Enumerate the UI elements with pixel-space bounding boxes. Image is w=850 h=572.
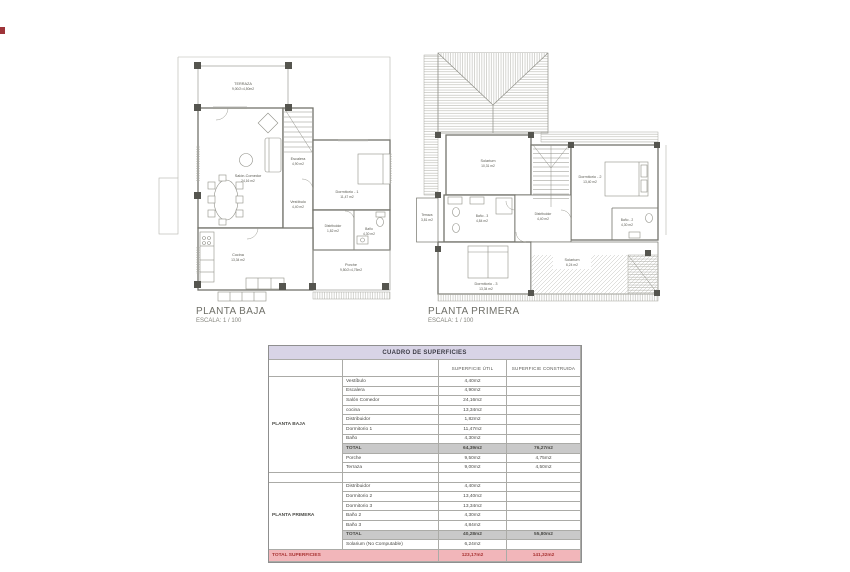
table-header-util: SUPERFICIE ÚTIL — [439, 360, 507, 377]
table-cell: 24,16m2 — [439, 396, 507, 406]
table-cell: 4,50m2 — [507, 463, 581, 473]
table-cell — [507, 435, 581, 445]
planta-baja-title-block — [196, 306, 266, 324]
solarium-label: Solarium — [564, 258, 580, 262]
table-header-construida: SUPERFICIE CONSTRUIDA — [507, 360, 581, 377]
dormitorio3-label: Dormitorio - 3 — [474, 282, 498, 286]
table-cell: Baño 2 — [343, 511, 439, 521]
table-cell — [507, 387, 581, 397]
table-cell: Terraza — [343, 463, 439, 473]
bano3-label: Baño - 3 — [475, 214, 489, 218]
table-cell — [507, 425, 581, 435]
table-cell-total: TOTAL — [343, 531, 439, 541]
dormitorio2-label: Dormitorio - 2 — [578, 175, 602, 179]
table-cell: Distribuidor — [343, 415, 439, 425]
surfaces-table — [268, 345, 582, 563]
distribuidor-area: 1,82 m2 — [327, 229, 339, 233]
table-cell — [507, 377, 581, 387]
table-cell: 13,34m2 — [439, 406, 507, 416]
solarium-area: 6,24 m2 — [566, 263, 578, 267]
red-edge-mark — [0, 27, 5, 34]
table-cell: Vestíbulo — [343, 377, 439, 387]
planta-primera-title: PLANTA PRIMERA — [428, 306, 520, 317]
table-cell: 1,82m2 — [439, 415, 507, 425]
table-cell — [507, 415, 581, 425]
terraza-label: TERRAZA — [234, 82, 252, 86]
distribuidor-label: Distribuidor — [324, 224, 342, 228]
table-cell: 13,34m2 — [439, 502, 507, 512]
table-cell-total: TOTAL — [343, 444, 439, 454]
table-cell: Salón Comedor — [343, 396, 439, 406]
cocina-area: 13,34 m2 — [231, 258, 245, 262]
table-cell — [507, 511, 581, 521]
table-spacer-cell — [343, 473, 439, 483]
grand-total-built: 141,32m2 — [507, 550, 581, 562]
terraza-label: Terraza — [421, 213, 433, 217]
table-spacer-cell — [507, 473, 581, 483]
porche-label: Porche — [344, 263, 358, 267]
cocina-label: Cocina — [232, 253, 244, 257]
distribuidor-label: Distribuidor — [534, 212, 552, 216]
planta-baja-scale: ESCALA: 1 / 100 — [196, 318, 242, 324]
terraza-area: 9,00/2=4,50m2 — [231, 87, 255, 91]
table-cell: 4,30m2 — [439, 435, 507, 445]
dormitorio1-label: Dormitorio - 1 — [335, 190, 359, 194]
table-cell-total: 40,28m2 — [439, 531, 507, 541]
planta-primera-scale: ESCALA: 1 / 100 — [428, 318, 474, 324]
bano2-label: Baño - 2 — [620, 218, 634, 222]
table-cell-total: 76,27m2 — [507, 444, 581, 454]
table-cell — [507, 396, 581, 406]
planta-baja-title: PLANTA BAJA — [196, 306, 266, 317]
table-cell: Escalera — [343, 387, 439, 397]
table-cell — [507, 540, 581, 550]
table-cell — [507, 521, 581, 531]
dormitorio3-area: 13,34 m2 — [479, 287, 493, 291]
solarium-alto-label: Solarium — [480, 159, 496, 163]
table-cell: Solarium (No Computable) — [343, 540, 439, 550]
table-cell: 13,40m2 — [439, 492, 507, 502]
salon-label: Salón-Comedor — [234, 174, 262, 178]
table-cell: cocina — [343, 406, 439, 416]
table-cell — [507, 492, 581, 502]
table-cell: Dormitorio 1 — [343, 425, 439, 435]
bano-area: 4,30 m2 — [363, 232, 375, 236]
table-header-empty — [343, 360, 439, 377]
bano-label: Baño — [365, 227, 373, 231]
escalera-label: Escalera — [290, 157, 306, 161]
table-cell: 9,50m2 — [439, 454, 507, 464]
table-cell: 4,90m2 — [439, 387, 507, 397]
dormitorio2-area: 13,40 m2 — [583, 180, 597, 184]
porche-step-hatch — [313, 292, 390, 299]
planta-baja-drawing — [158, 50, 400, 302]
distribuidor-area: 4,40 m2 — [537, 217, 549, 221]
solarium-hatch — [531, 255, 658, 294]
table-spacer-cell — [269, 473, 343, 483]
table-cell: Distribuidor — [343, 483, 439, 493]
table-cell: 4,84m2 — [439, 521, 507, 531]
vestibulo-area: 4,40 m2 — [292, 205, 304, 209]
table-cell: Porche — [343, 454, 439, 464]
table-cell: Dormitorio 3 — [343, 502, 439, 512]
bottom-step-hatch — [438, 294, 658, 301]
table-cell: Dormitorio 2 — [343, 492, 439, 502]
solarium-alto-area: 10,31 m2 — [481, 164, 495, 168]
group-label-planta-primera: PLANTA PRIMERA — [269, 483, 343, 550]
table-cell — [507, 502, 581, 512]
group-label-planta-baja: PLANTA BAJA — [269, 377, 343, 473]
bano2-area: 4,30 m2 — [621, 223, 633, 227]
table-cell — [507, 406, 581, 416]
table-cell: 4,40m2 — [439, 377, 507, 387]
grand-total-util: 123,17m2 — [439, 550, 507, 562]
bano3-area: 4,84 m2 — [476, 219, 488, 223]
table-cell: 6,24m2 — [439, 540, 507, 550]
planta-primera-title-block — [428, 306, 520, 324]
salon-area: 24,16 m2 — [241, 179, 255, 183]
dormitorio1-area: 11,47 m2 — [340, 195, 354, 199]
escalera-area: 4,90 m2 — [292, 162, 304, 166]
table-cell: 4,30m2 — [439, 511, 507, 521]
porche-area: 9,50/2=4,75m2 — [339, 268, 363, 272]
vestibulo-label: Vestíbulo — [290, 200, 306, 204]
table-cell: 4,40m2 — [439, 483, 507, 493]
table-cell: Baño 3 — [343, 521, 439, 531]
table-header-empty — [269, 360, 343, 377]
planta-primera-drawing — [416, 50, 670, 302]
table-cell: 9,00m2 — [439, 463, 507, 473]
table-cell-total: 64,39m2 — [439, 444, 507, 454]
grand-total-label: TOTAL SUPERFICIES — [269, 550, 439, 562]
table-cell: 4,75m2 — [507, 454, 581, 464]
table-title: CUADRO DE SUPERFICIES — [269, 346, 581, 360]
terraza-area: 3,81 m2 — [421, 218, 433, 222]
table-cell: 11,47m2 — [439, 425, 507, 435]
table-cell: Baño — [343, 435, 439, 445]
table-cell-total: 55,80m2 — [507, 531, 581, 541]
table-spacer-cell — [439, 473, 507, 483]
table-cell — [507, 483, 581, 493]
